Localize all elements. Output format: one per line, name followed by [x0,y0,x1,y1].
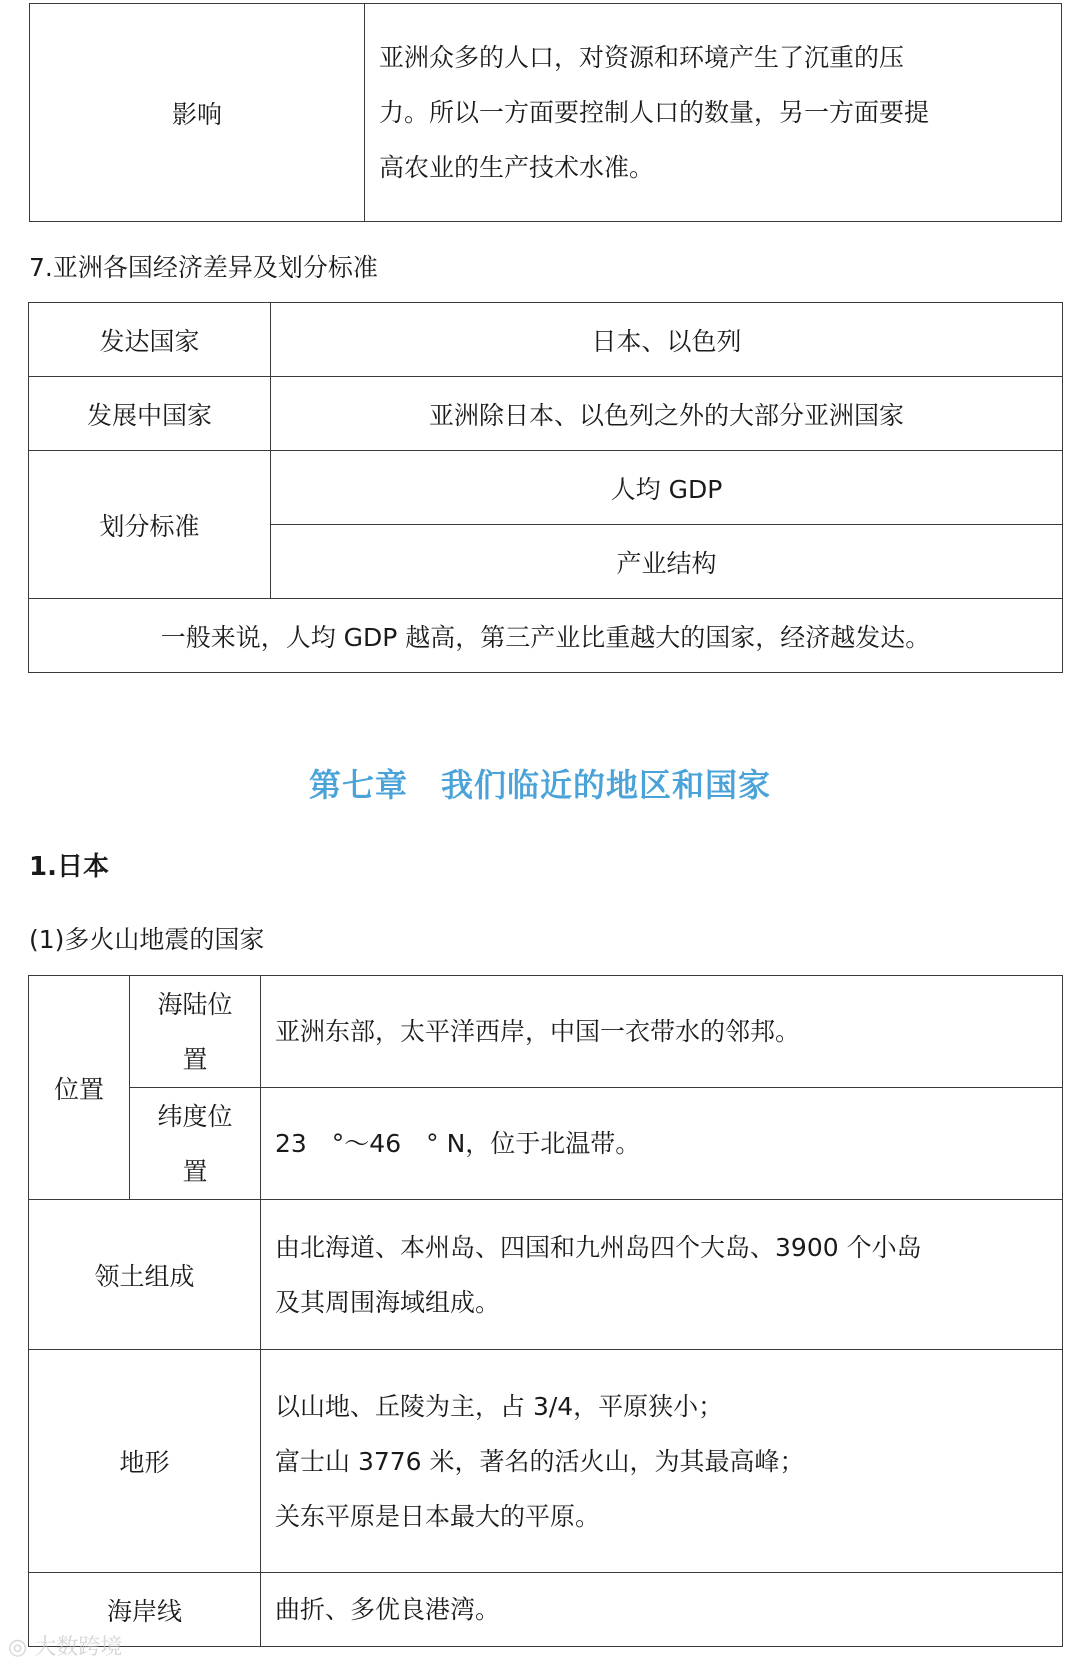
territory-value [261,1200,1063,1350]
impact-label: 影响 [30,4,365,222]
territory-line: 及其周围海域组成。 [275,1287,501,1317]
criteria-gdp: 人均 GDP [271,451,1063,525]
watermark-text: 大数跨境 [34,1635,123,1660]
watermark [8,1630,122,1661]
developed-label: 发达国家 [29,303,271,377]
criteria-industry: 产业结构 [271,525,1063,599]
sea-land-label-text: 海陆位置 [157,989,233,1074]
economy-table [28,302,1063,673]
economy-summary: 一般来说，人均 GDP 越高，第三产业比重越大的国家，经济越发达。 [29,599,1063,673]
latitude-label [130,1088,261,1200]
impact-line: 高农业的生产技术水准。 [379,153,655,182]
developed-value: 日本、以色列 [271,303,1063,377]
location-label: 位置 [29,976,130,1200]
latitude-label-text: 纬度位置 [157,1101,233,1186]
terrain-value [261,1350,1063,1573]
impact-table [29,3,1062,222]
japan-heading: 1.日本 [29,852,109,882]
territory-line: 由北海道、本州岛、四国和九州岛四个大岛、3900 个小岛 [275,1232,922,1262]
territory-label: 领土组成 [29,1200,261,1350]
watermark-logo-icon: ◎ [8,1635,28,1660]
section-7-heading: 7.亚洲各国经济差异及划分标准 [29,253,378,282]
developing-value: 亚洲除日本、以色列之外的大部分亚洲国家 [271,377,1063,451]
terrain-label: 地形 [29,1350,261,1573]
developing-label: 发展中国家 [29,377,271,451]
sea-land-label [130,976,261,1088]
chapter-title: 第七章 我们临近的地区和国家 [308,766,771,804]
latitude-value: 23 °～46 ° N，位于北温带。 [261,1088,1063,1200]
impact-line: 力。所以一方面要控制人口的数量，另一方面要提 [379,98,930,127]
japan-subheading: (1)多火山地震的国家 [29,925,265,954]
impact-line: 亚洲众多的人口，对资源和环境产生了沉重的压 [379,43,905,72]
terrain-line: 富士山 3776 米，著名的活火山，为其最高峰； [275,1446,805,1476]
sea-land-value: 亚洲东部，太平洋西岸，中国一衣带水的邻邦。 [261,976,1063,1088]
terrain-line: 关东平原是日本最大的平原。 [275,1501,601,1531]
coast-value: 曲折、多优良港湾。 [261,1573,1063,1647]
japan-table [28,975,1063,1647]
terrain-line: 以山地、丘陵为主，占 3/4，平原狭小； [275,1391,724,1421]
criteria-label: 划分标准 [29,451,271,599]
impact-text [365,4,1062,222]
coast-label: 海岸线 [29,1573,261,1647]
